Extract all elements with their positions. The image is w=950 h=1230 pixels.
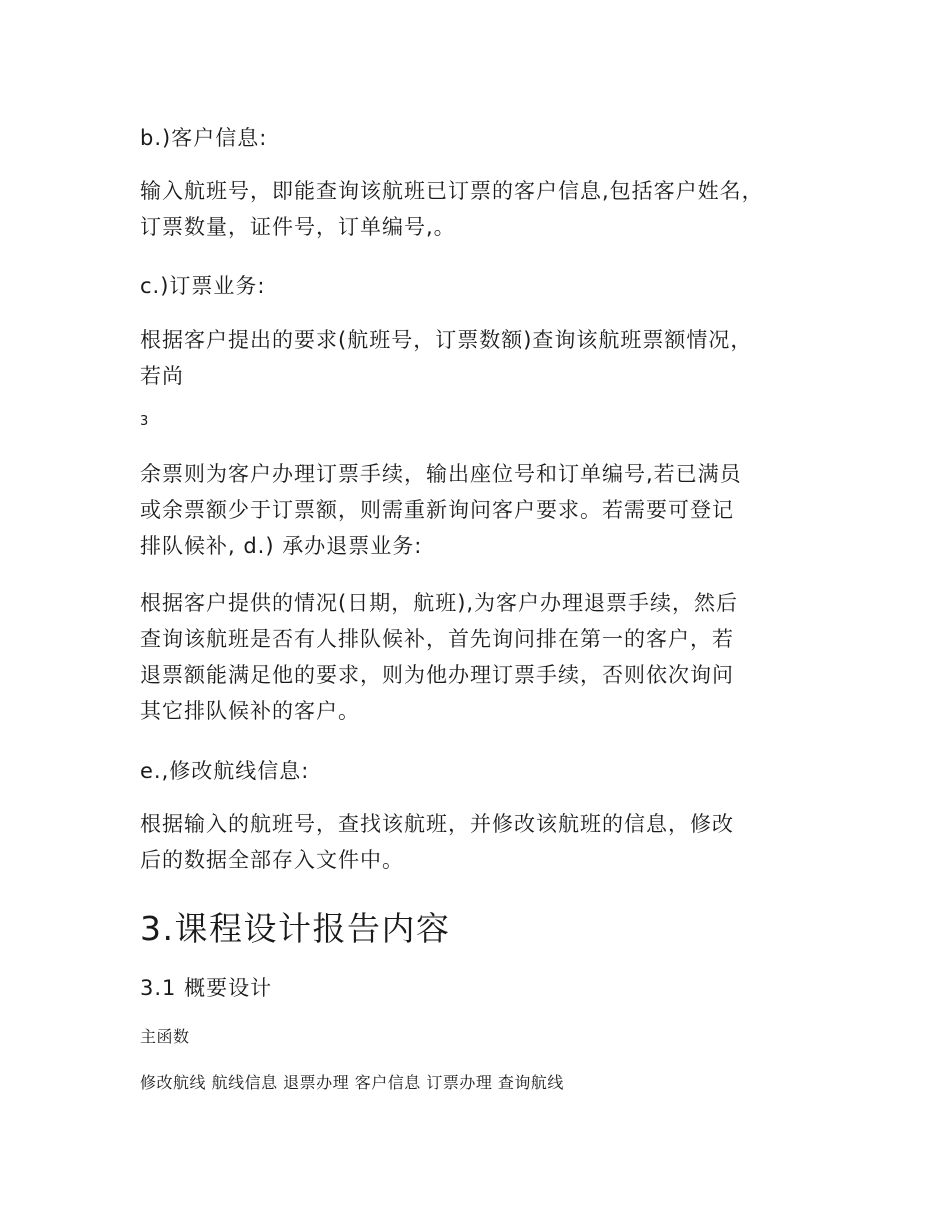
page-number: 3: [140, 414, 149, 429]
section-c-heading: c.)订票业务:: [140, 274, 266, 298]
continuation-line-2: 或余票额少于订票额，则需重新询问客户要求。若需要可登记: [140, 498, 734, 522]
section-c-body: [140, 322, 752, 394]
section-d-line-4: 其它排队候补的客户。: [140, 699, 360, 723]
main-function-label: 主函数: [140, 1027, 190, 1046]
section-c-line-2: 若尚: [140, 364, 184, 388]
section-d-line-1: 根据客户提供的情况(日期，航班),为客户办理退票手续，然后: [140, 591, 739, 615]
subsection-title: 3.1 概要设计: [140, 976, 273, 1000]
module-list: 修改航线 航线信息 退票办理 客户信息 订票办理 查询航线: [140, 1073, 564, 1092]
continuation-line-1: 余票则为客户办理订票手续，输出座位号和订单编号,若已满员: [140, 462, 742, 486]
chapter-title: 3.课程设计报告内容: [140, 909, 451, 948]
section-b-body: [140, 173, 764, 245]
section-e-line-1: 根据输入的航班号，查找该航班，并修改该航班的信息，修改: [140, 812, 734, 836]
section-d-line-2: 查询该航班是否有人排队候补，首先询问排在第一的客户，若: [140, 627, 734, 651]
section-e-line-2: 后的数据全部存入文件中。: [140, 848, 404, 872]
section-c-line-1: 根据客户提出的要求(航班号，订票数额)查询该航班票额情况，: [140, 328, 753, 352]
section-d-body: [140, 585, 738, 729]
continuation-line-3: 排队候补, d.) 承办退票业务:: [140, 534, 423, 558]
section-b-heading: b.)客户信息:: [140, 126, 268, 150]
continuation-body: [140, 456, 742, 564]
section-e-body: [140, 806, 734, 878]
section-b-line-1: 输入航班号，即能查询该航班已订票的客户信息,包括客户姓名，: [140, 179, 764, 203]
section-d-line-3: 退票额能满足他的要求，则为他办理订票手续，否则依次询问: [140, 663, 734, 687]
section-e-heading: e.,修改航线信息:: [140, 759, 310, 783]
section-b-line-2: 订票数量，证件号，订单编号,。: [140, 215, 456, 239]
